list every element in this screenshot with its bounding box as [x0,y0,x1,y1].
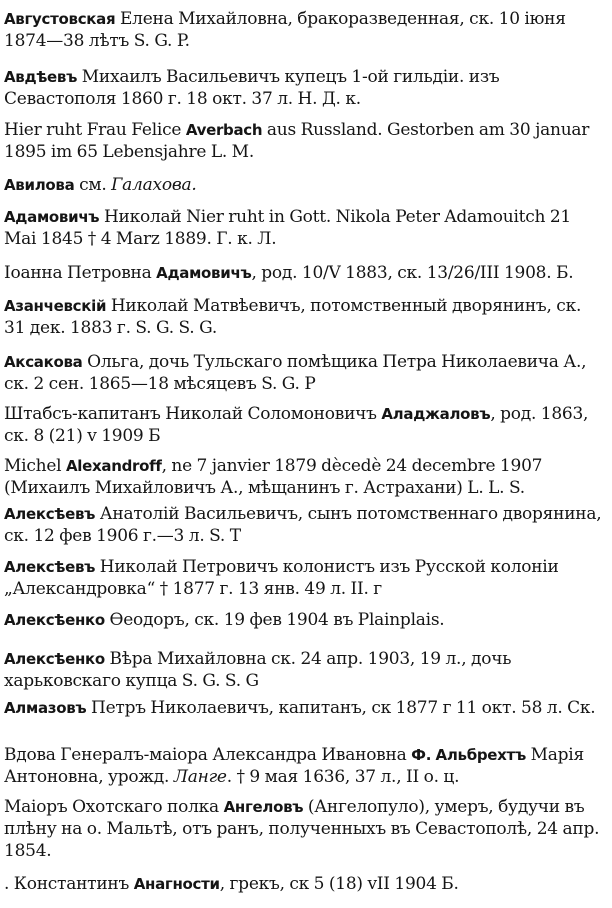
entry-alekseenko-feodor: Алексѣенко Ѳеодоръ, ск. 19 фев 1904 въ Plainplais. [4,610,445,630]
entry-aksakova: Аксакова Ольга, дочь Тульскаго помѣщика Петра Николаевича А., ск. 2 сен. 1865—18 мѣсяцевъ S. G. P [4,352,587,394]
entry-albrecht: Вдова Генералъ-маіора Александра Ивановна Ф. Альбрехтъ Марія Антоновна, урожд. Ланге. † 9 мая 1636, 37 л., II о. ц. [4,745,584,787]
entry-anagnosti: . Константинъ Анагности, грекъ, ск 5 (18) vII 1904 Б. [4,874,459,894]
entry-aladzhalov: Штабсъ-капитанъ Николай Соломоновичъ Аладжаловъ, род. 1863, ск. 8 (21) v 1909 Б [4,404,589,446]
entry-averbach: Hier ruht Frau Felice Averbach aus Russland. Gestorben am 30 januar 1895 im 65 Lebensjahre L. M. [4,120,590,162]
entry-azanchevsky: Азанчевскій Николай Матвѣевичъ, потомственный дворянинъ, ск. 31 дек. 1883 г. S. G. S. G. [4,296,582,338]
entry-adamovich-nikolai: Адамовичъ Николай Nier ruht in Gott. Nikola Peter Adamouitch 21 Mai 1845 † 4 Marz 1889. Г. к. Л. [4,207,571,249]
entry-alexandroff: Michel Alexandroff, ne 7 janvier 1879 dècedè 24 decembre 1907 (Михаилъ Михайловичъ А., мѣщанинъ г. Астрахани) L. L. S. [4,456,543,498]
entry-alekseev-nikolai: Алексѣевъ Николай Петровичъ колонистъ изъ Русской колоніи „Александровка“ † 1877 г. 13 янв. 49 л. II. г [4,557,559,599]
entry-avgustovskaya: Августовская Елена Михайловна, бракоразведенная, ск. 10 іюня 1874—38 лѣтъ S. G. P. [4,9,566,51]
entry-angelov: Маіоръ Охотскаго полка Ангеловъ (Ангелопуло), умеръ, будучи въ плѣну на о. Мальтѣ, отъ ранъ, полученныхъ въ Севастополѣ, 24 апр. 1854. [4,797,600,861]
entry-alekseenko-vera: Алексѣенко Вѣра Михайловна ск. 24 апр. 1903, 19 л., дочь харьковскаго купца S. G. S. G [4,649,512,691]
entry-alekseev-anatoly: Алексѣевъ Анатолій Васильевичъ, сынъ потомственнаго дворянина, ск. 12 фев 1906 г.—3 л. S. T [4,504,602,546]
entry-adamovich-ioanna: Іоанна Петровна Адамовичъ, род. 10/V 1883, ск. 13/26/III 1908. Б. [4,263,574,283]
entry-avdeev: Авдѣевъ Михаилъ Васильевичъ купецъ 1-ой гильдіи. изъ Севастополя 1860 г. 18 окт. 37 л. Н. Д. к. [4,67,500,109]
entry-avilova: Авилова см. Галахова. [4,175,197,195]
entry-almazov: Алмазовъ Петръ Николаевичъ, капитанъ, ск 1877 г 11 окт. 58 л. Ск. [4,698,596,718]
